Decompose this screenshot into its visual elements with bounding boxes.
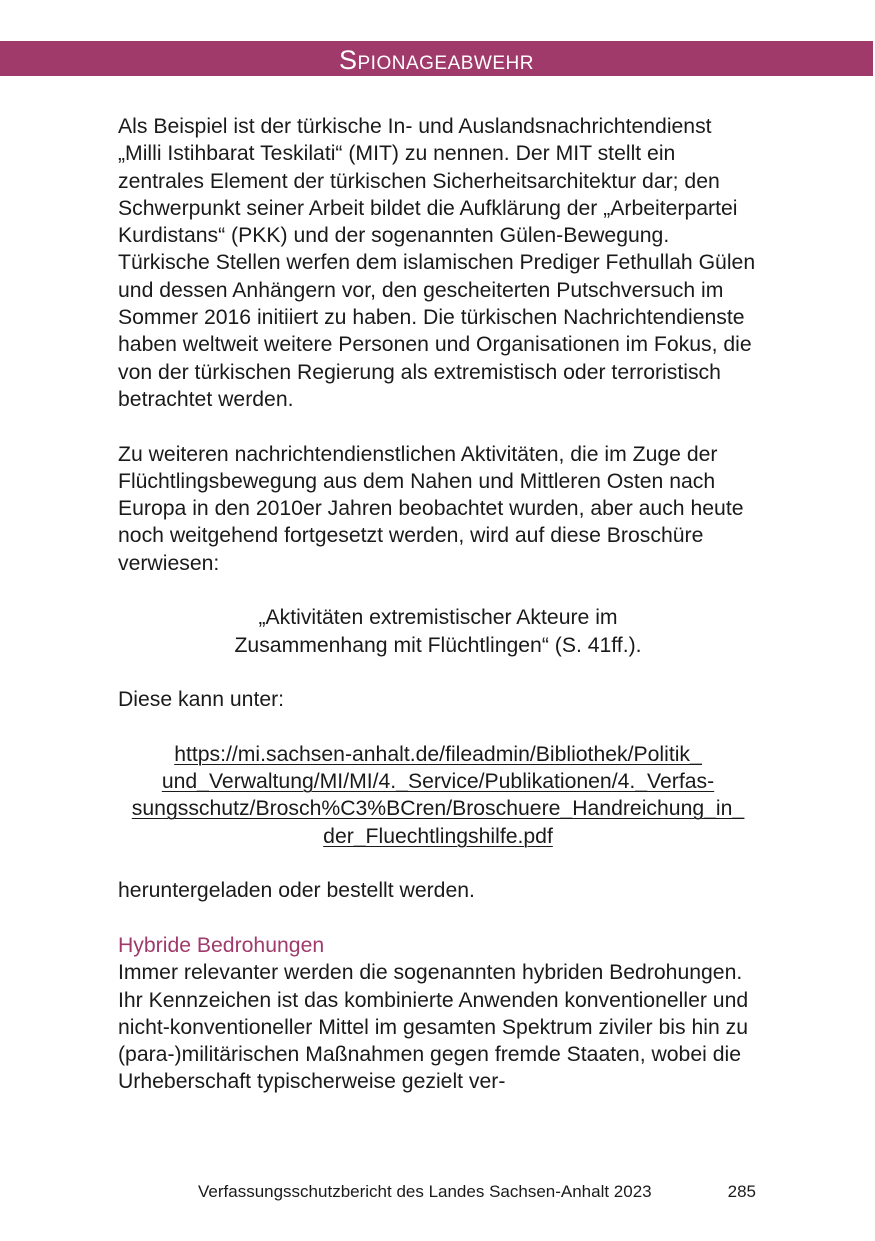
paragraph-download: heruntergeladen oder bestellt werden. xyxy=(118,879,475,903)
link-line-1[interactable]: https://mi.sachsen-anhalt.de/fileadmin/Bibliothek/Politik_ xyxy=(174,742,702,766)
quote-line-2: Zusammenhang mit Flüchtlingen“ (S. 41ff.). xyxy=(234,633,642,657)
brochure-link[interactable] xyxy=(118,741,758,850)
brochure-title-quote xyxy=(118,604,758,659)
paragraph-mit: Als Beispiel ist der türkische In- und Auslandsnachrichtendienst „Milli Istihbarat Teskilati“ (MIT) zu nennen. Der MIT stellt ein zentrales Element der türkischen Sicherheitsarchitektur dar; den Schwerpunkt seiner Arbeit bildet die Aufklärung der „Arbeiterpartei Kurdistans“ (PKK) und der sogenannten Gülen-Bewegung. Türkische Stellen werfen dem islamischen Prediger Fethullah Gülen und dessen Anhängern vor, den gescheiterten Putschversuch im Sommer 2016 initiiert zu haben. Die türkischen Nachrichtendienste haben weltweit weitere Personen und Organisationen im Fokus, die von der türkischen Regierung als extremistisch oder terroristisch betrachtet werden. xyxy=(118,115,756,411)
link-line-2[interactable]: und_Verwaltung/MI/MI/4._Service/Publikationen/4._Verfas- xyxy=(161,770,715,794)
paragraph-refugee-activities: Zu weiteren nachrichtendienstlichen Aktivitäten, die im Zuge der Flüchtlingsbewegung aus dem Nahen und Mittleren Osten nach Europa in den 2010er Jahren beobachtet wurden, aber auch heute noch weitgehend fortgesetzt werden, wird auf diese Broschüre verwiesen: xyxy=(118,442,744,575)
link-line-4[interactable]: der_Fluechtlingshilfe.pdf xyxy=(323,824,553,848)
footer-publication-title: Verfassungsschutzbericht des Landes Sachsen-Anhalt 2023 xyxy=(198,1182,652,1201)
link-line-3[interactable]: sungsschutz/Brosch%C3%BCren/Broschuere_Handreichung_in_ xyxy=(131,797,745,821)
paragraph-available-at: Diese kann unter: xyxy=(118,688,285,712)
section-heading-hybrid-threats: Hybride Bedrohungen xyxy=(118,933,325,957)
paragraph-hybrid-threats: Immer relevanter werden die sogenannten hybriden Bedrohungen. Ihr Kennzeichen ist das kombinierte Anwenden konventioneller und nicht-konventioneller Mittel im gesamten Spektrum ziviler bis hin zu (para-)militärischen Maßnahmen gegen fremde Staaten, wobei die Urheberschaft typischerweise gezielt ver- xyxy=(118,961,749,1094)
quote-line-1: „Aktivitäten extremistischer Akteure im xyxy=(258,606,618,630)
section-banner xyxy=(0,41,873,76)
section-title: Spionageabwehr xyxy=(339,45,534,75)
main-content xyxy=(118,113,758,1096)
page-number: 285 xyxy=(727,1182,756,1201)
